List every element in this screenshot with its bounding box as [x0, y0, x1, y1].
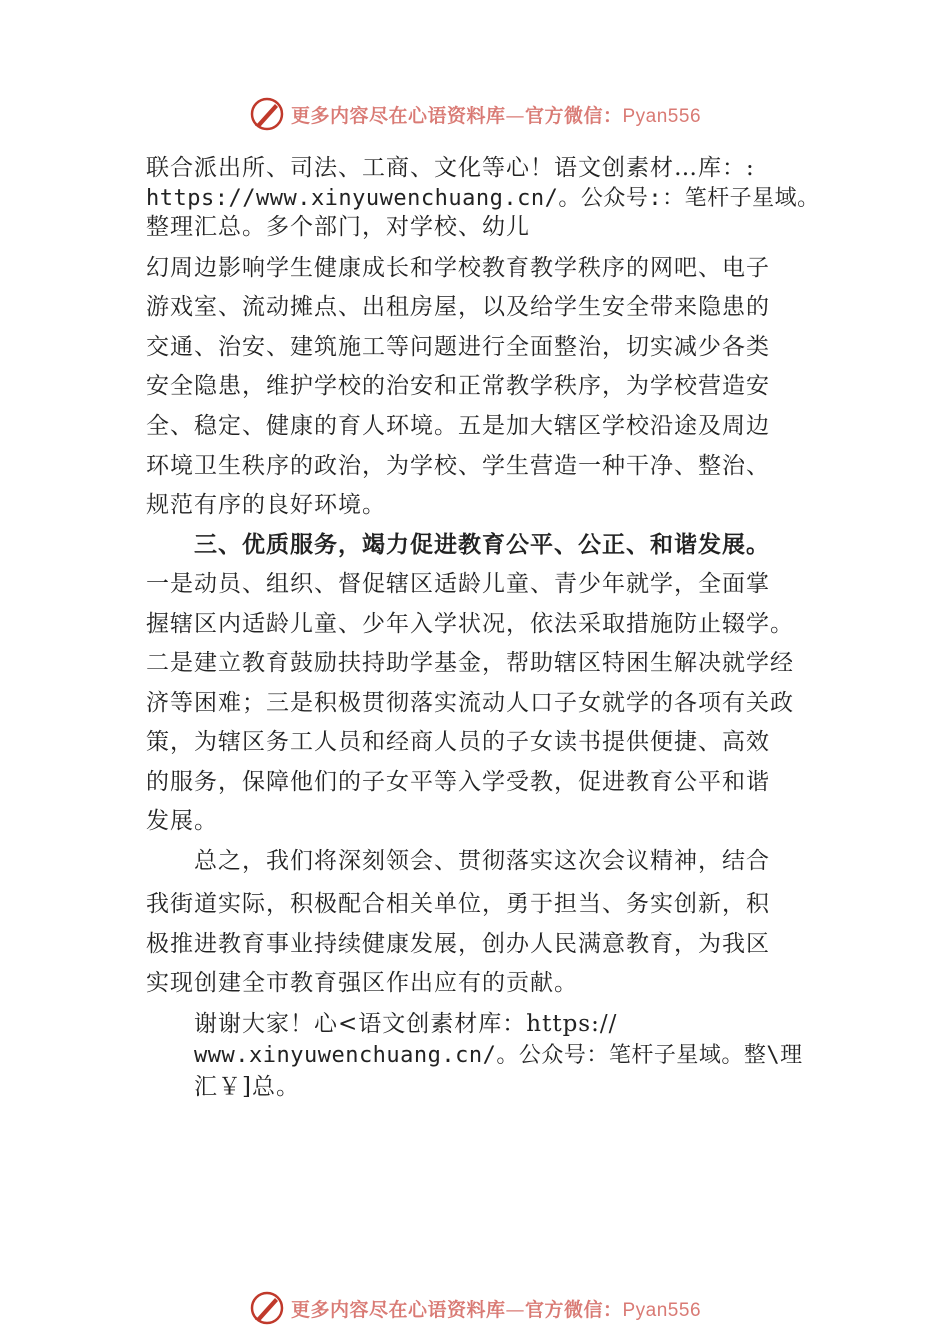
watermark-main-text: 更多内容尽在心语资料库 — [290, 1298, 506, 1321]
text-line: 我街道实际，积极配合相关单位，勇于担当、务实创新，积 — [146, 891, 770, 917]
text-line: 整理汇总。多个部门，对学校、幼儿 — [146, 214, 530, 240]
watermark-separator: — — [505, 104, 525, 127]
watermark-label: 官方微信： — [524, 104, 623, 127]
text-line: 的服务，保障他们的子女平等入学受教，促进教育公平和谐 — [146, 769, 770, 795]
watermark-wechat-id: Pyan556 — [622, 1299, 702, 1321]
text-line: www.xinyuwenchuang.cn/。公众号：笔杆子星域。整\理 — [194, 1043, 803, 1068]
pen-logo-icon — [249, 1290, 285, 1326]
text-line: 规范有序的良好环境。 — [146, 492, 386, 518]
text-line: 握辖区内适龄儿童、少年入学状况，依法采取措施防止辍学。 — [146, 611, 794, 637]
section-heading: 三、优质服务，竭力促进教育公平、公正、和谐发展。 — [194, 532, 770, 558]
text-line: 发展。 — [146, 808, 218, 834]
text-line: 一是动员、组织、督促辖区适龄儿童、青少年就学，全面掌 — [146, 571, 770, 597]
header-watermark — [0, 94, 950, 134]
text-line: 总之，我们将深刻领会、贯彻落实这次会议精神，结合 — [194, 848, 770, 874]
text-line: 极推进教育事业持续健康发展，创办人民满意教育，为我区 — [146, 931, 770, 957]
watermark-separator: — — [505, 1298, 525, 1321]
text-line: 游戏室、流动摊点、出租房屋，以及给学生安全带来隐患的 — [146, 294, 770, 320]
footer-watermark — [0, 1288, 950, 1328]
watermark-label: 官方微信： — [524, 1298, 623, 1321]
text-line: 济等困难；三是积极贯彻落实流动人口子女就学的各项有关政 — [146, 690, 794, 716]
pen-logo-icon — [249, 96, 285, 132]
text-line: 实现创建全市教育强区作出应有的贡献。 — [146, 970, 578, 996]
text-line: 环境卫生秩序的政治，为学校、学生营造一种干净、整治、 — [146, 453, 770, 479]
text-line: 二是建立教育鼓励扶持助学基金，帮助辖区特困生解决就学经 — [146, 650, 794, 676]
text-line: 交通、治安、建筑施工等问题进行全面整治，切实减少各类 — [146, 334, 770, 360]
text-line: 谢谢大家！心<语文创素材库：https:// — [194, 1011, 618, 1037]
text-line: 策，为辖区务工人员和经商人员的子女读书提供便捷、高效 — [146, 729, 770, 755]
text-line: 安全隐患，维护学校的治安和正常教学秩序，为学校营造安 — [146, 373, 770, 399]
watermark-main-text: 更多内容尽在心语资料库 — [290, 104, 506, 127]
text-line: 全、稳定、健康的育人环境。五是加大辖区学校沿途及周边 — [146, 413, 770, 439]
text-line: 联合派出所、司法、工商、文化等心！语文创素材…库：: — [146, 155, 755, 181]
text-line: 幻周边影响学生健康成长和学校教育教学秩序的网吧、电子 — [146, 255, 770, 281]
text-line: https://www.xinyuwenchuang.cn/。公众号:：笔杆子星域。 — [146, 186, 820, 211]
watermark-wechat-id: Pyan556 — [622, 105, 702, 127]
text-line: 汇￥]总。 — [194, 1074, 300, 1100]
